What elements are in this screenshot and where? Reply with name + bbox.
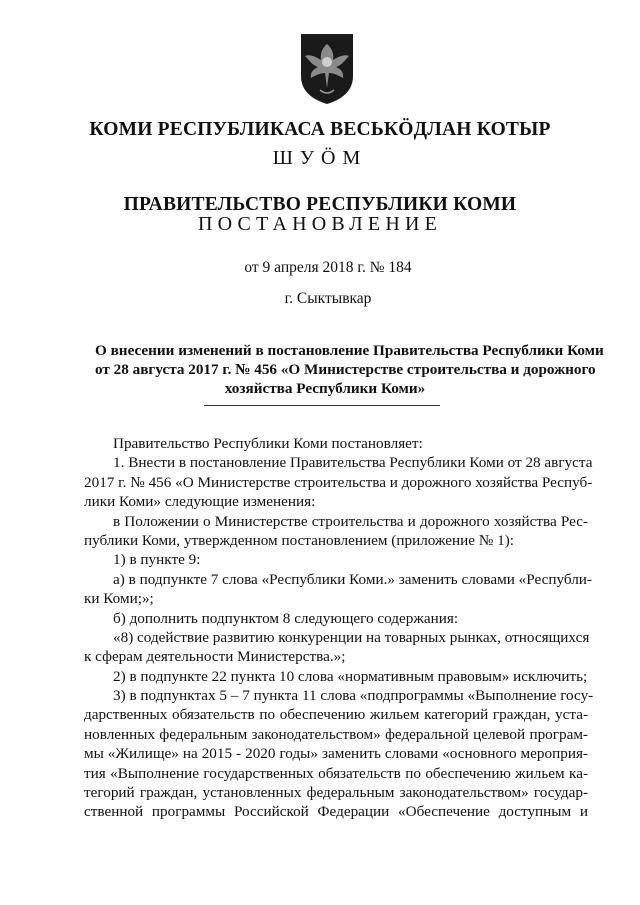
body-line: дарственных обязательств по обеспечению жильем категорий граждан, уста- [84, 706, 588, 724]
body-line: тегорий граждан, установленных федеральным законодательством» государ- [84, 784, 588, 802]
body-line: б) дополнить подпунктом 8 следующего содержания: [113, 609, 459, 627]
body-line: к сферам деятельности Министерства.»; [84, 648, 346, 666]
body-line: мы «Жилище» на 2015 - 2020 годы» заменить словами «основного мероприя- [84, 745, 588, 763]
document-city: г. Сыктывкар [284, 290, 372, 307]
body-line: тия «Выполнение государственных обязательств по обеспечению жильем ка- [84, 764, 588, 782]
body-line: новленных федеральным законодательством» федеральной целевой програм- [84, 725, 588, 743]
document-body [84, 434, 594, 822]
body-line: 3) в подпунктах 5 – 7 пункта 11 слова «подпрограммы «Выполнение госу- [113, 687, 594, 705]
body-line: 1) в пункте 9: [113, 551, 201, 569]
body-line: ки Коми;»; [84, 590, 154, 608]
subject-line: от 28 августа 2017 г. № 456 «О Министерстве строительства и дорожного [95, 361, 596, 378]
body-line: в Положении о Министерстве строительства и дорожного хозяйства Рес- [113, 512, 588, 530]
body-line: Правительство Республики Коми постановляет: [113, 435, 423, 452]
body-line: ственной программы Российской Федерации «Обеспечение доступным и [84, 803, 588, 821]
body-line: публики Коми, утвержденном постановлением (приложение № 1): [84, 531, 514, 549]
komi-document-type: ШУÖМ [272, 147, 368, 169]
document-date-number: от 9 апреля 2018 г. № 184 [244, 259, 412, 276]
komi-government-title: КОМИ РЕСПУБЛИКАСА ВЕСЬКÖДЛАН КОТЫР [89, 119, 551, 140]
body-line: 1. Внести в постановление Правительства Республики Коми от 28 августа [113, 454, 593, 472]
document-subject [95, 341, 604, 398]
komi-coat-of-arms-icon [298, 32, 356, 106]
body-line: 2) в подпункте 22 пункта 10 слова «нормативным правовым» исключить; [113, 667, 588, 685]
subject-divider [204, 405, 440, 406]
body-line: 2017 г. № 456 «О Министерстве строительства и дорожного хозяйства Респуб- [84, 473, 593, 491]
subject-line: О внесении изменений в постановление Правительства Республики Коми [95, 342, 604, 359]
russian-document-type: ПОСТАНОВЛЕНИЕ [197, 213, 443, 235]
subject-line: хозяйства Республики Коми» [224, 380, 426, 397]
body-line: лики Коми» следующие изменения: [84, 493, 316, 511]
body-line: а) в подпункте 7 слова «Республики Коми.» заменить словами «Республи- [113, 570, 592, 588]
body-line: «8) содействие развитию конкуренции на товарных рынках, относящихся [113, 628, 590, 646]
russian-government-title: ПРАВИТЕЛЬСТВО РЕСПУБЛИКИ КОМИ [123, 194, 517, 215]
